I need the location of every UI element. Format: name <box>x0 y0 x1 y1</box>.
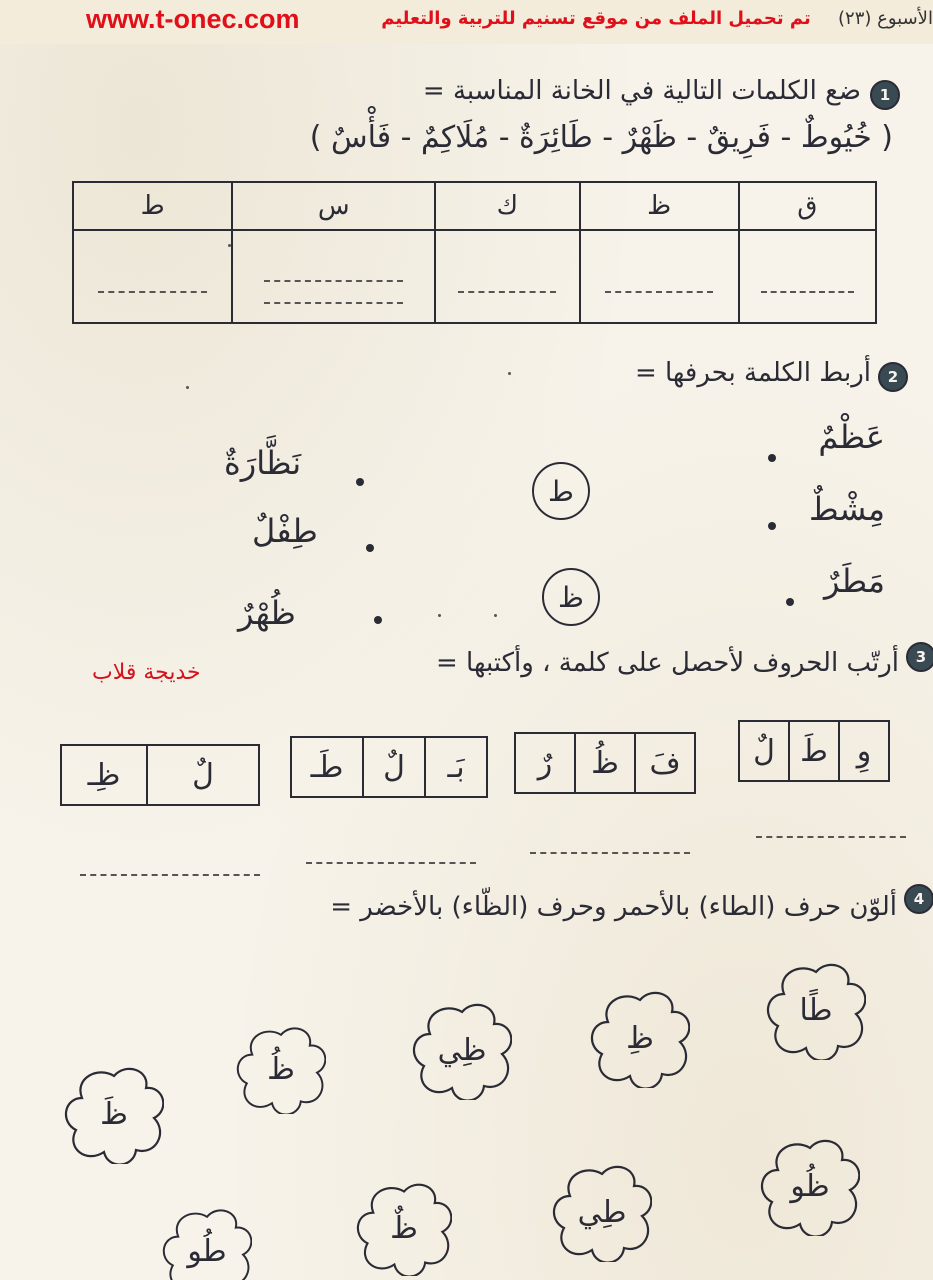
right-word-1: عَظْمٌ <box>818 418 885 456</box>
answer-cell[interactable] <box>232 230 435 323</box>
answer-line[interactable] <box>530 842 690 854</box>
flower-shape[interactable] <box>356 1180 452 1276</box>
right-word-3: مَطَرٌ <box>823 562 885 600</box>
bullet-dot <box>768 522 776 530</box>
letter-circle-ta <box>532 462 590 520</box>
answer-line <box>84 952 94 962</box>
letter-circle-za <box>542 568 600 626</box>
question-2-instruction: أربط الكلمة بحرفها = <box>634 358 871 388</box>
letters-group-3 <box>290 736 488 798</box>
bullet-dot <box>768 454 776 462</box>
table-answer-row <box>73 230 876 323</box>
letter-box: بَـ <box>424 738 486 796</box>
flower-letter: ظِي <box>437 1032 487 1068</box>
left-word-2: طِفْلٌ <box>252 512 318 550</box>
bullet-dot <box>786 598 794 606</box>
letter-ta: ط <box>548 474 574 508</box>
question-1-instruction: ضع الكلمات التالية في الخانة المناسبة = <box>422 76 861 106</box>
flower-shape[interactable] <box>162 1206 252 1280</box>
answer-line[interactable] <box>756 826 906 838</box>
author-name: خديجة قلاب <box>92 660 201 685</box>
answer-cell[interactable] <box>739 230 876 323</box>
flower-letter: ظُ <box>267 1051 295 1087</box>
flower-letter: ظِ <box>626 1020 654 1056</box>
header-banner <box>0 0 933 44</box>
bullet-dot <box>374 616 382 624</box>
flower-shape[interactable] <box>590 988 690 1088</box>
flower-letter: طِي <box>577 1194 627 1230</box>
right-word-2: مِشْطٌ <box>808 490 885 528</box>
answer-cell[interactable] <box>435 230 579 323</box>
flower-letter: طُو <box>187 1233 227 1269</box>
question-4-instruction: ألوّن حرف (الطاء) بالأحمر وحرف (الظّاء) بالأخضر = <box>330 892 897 922</box>
flower-shape[interactable] <box>236 1024 326 1114</box>
site-url[interactable]: www.t-onec.com <box>86 4 300 34</box>
letter-box: فَ <box>634 734 694 792</box>
question-3-badge: 3 <box>906 642 933 672</box>
paper-speck <box>508 372 511 375</box>
letter-box: لٌ <box>146 746 258 804</box>
week-label: الأسبوع (٢٣) <box>838 8 933 29</box>
letter-box: ظِـ <box>87 757 121 793</box>
table-header-cell: س <box>232 182 435 230</box>
table-header-cell: ق <box>739 182 876 230</box>
flower-shape[interactable] <box>760 1136 860 1236</box>
letter-za: ظ <box>558 580 584 614</box>
flower-letter: ظُو <box>790 1168 830 1204</box>
flower-letter: طًا <box>799 992 833 1028</box>
paper-speck <box>438 614 441 617</box>
letter-box: رٌ <box>537 745 553 781</box>
left-word-1: نَظَّارَةٌ <box>224 444 302 482</box>
flower-shape[interactable] <box>64 1064 164 1164</box>
letters-group-2 <box>514 732 696 794</box>
left-word-3: ظُهْرٌ <box>238 594 296 632</box>
question-1-badge: 1 <box>870 80 900 110</box>
flower-letter: ظٌ <box>390 1210 418 1246</box>
answer-line[interactable] <box>80 864 260 876</box>
table-header-cell: ك <box>435 182 579 230</box>
flower-shape[interactable] <box>766 960 866 1060</box>
paper-speck <box>494 614 497 617</box>
letters-group-4 <box>60 744 260 806</box>
table-header-cell: ظ <box>580 182 739 230</box>
letters-group-1 <box>738 720 890 782</box>
table-header-cell: ط <box>73 182 232 230</box>
answer-cell[interactable] <box>580 230 739 323</box>
question-2-badge: 2 <box>878 362 908 392</box>
download-notice: تم تحميل الملف من موقع تسنيم للتربية والتعليم <box>381 8 811 29</box>
question-1-word-list: ( خُيُوطٌ - فَرِيقٌ - ظَهْرٌ - طَائِرَةٌ - مُلَاكِمٌ - فَأْسٌ ) <box>309 120 893 155</box>
flower-letter: ظَ <box>100 1096 128 1132</box>
bullet-dot <box>356 478 364 486</box>
paper-speck <box>228 244 231 247</box>
answer-line[interactable] <box>306 852 476 864</box>
question-3-instruction: أرتّب الحروف لأحصل على كلمة ، وأكتبها = <box>436 648 899 678</box>
letter-box: ظُ <box>574 734 634 792</box>
letter-box: لٌ <box>753 733 775 769</box>
sorting-table <box>72 181 877 324</box>
bullet-dot <box>366 544 374 552</box>
answer-cell[interactable] <box>73 230 232 323</box>
question-4-badge: 4 <box>904 884 933 914</box>
paper-speck <box>186 386 189 389</box>
letter-box: وِ <box>838 722 888 780</box>
flower-shape[interactable] <box>552 1162 652 1262</box>
flower-shape[interactable] <box>412 1000 512 1100</box>
letter-box: لٌ <box>362 738 424 796</box>
letter-box: طَـ <box>310 749 344 785</box>
table-header-row <box>73 182 876 230</box>
letter-box: طَ <box>788 722 838 780</box>
